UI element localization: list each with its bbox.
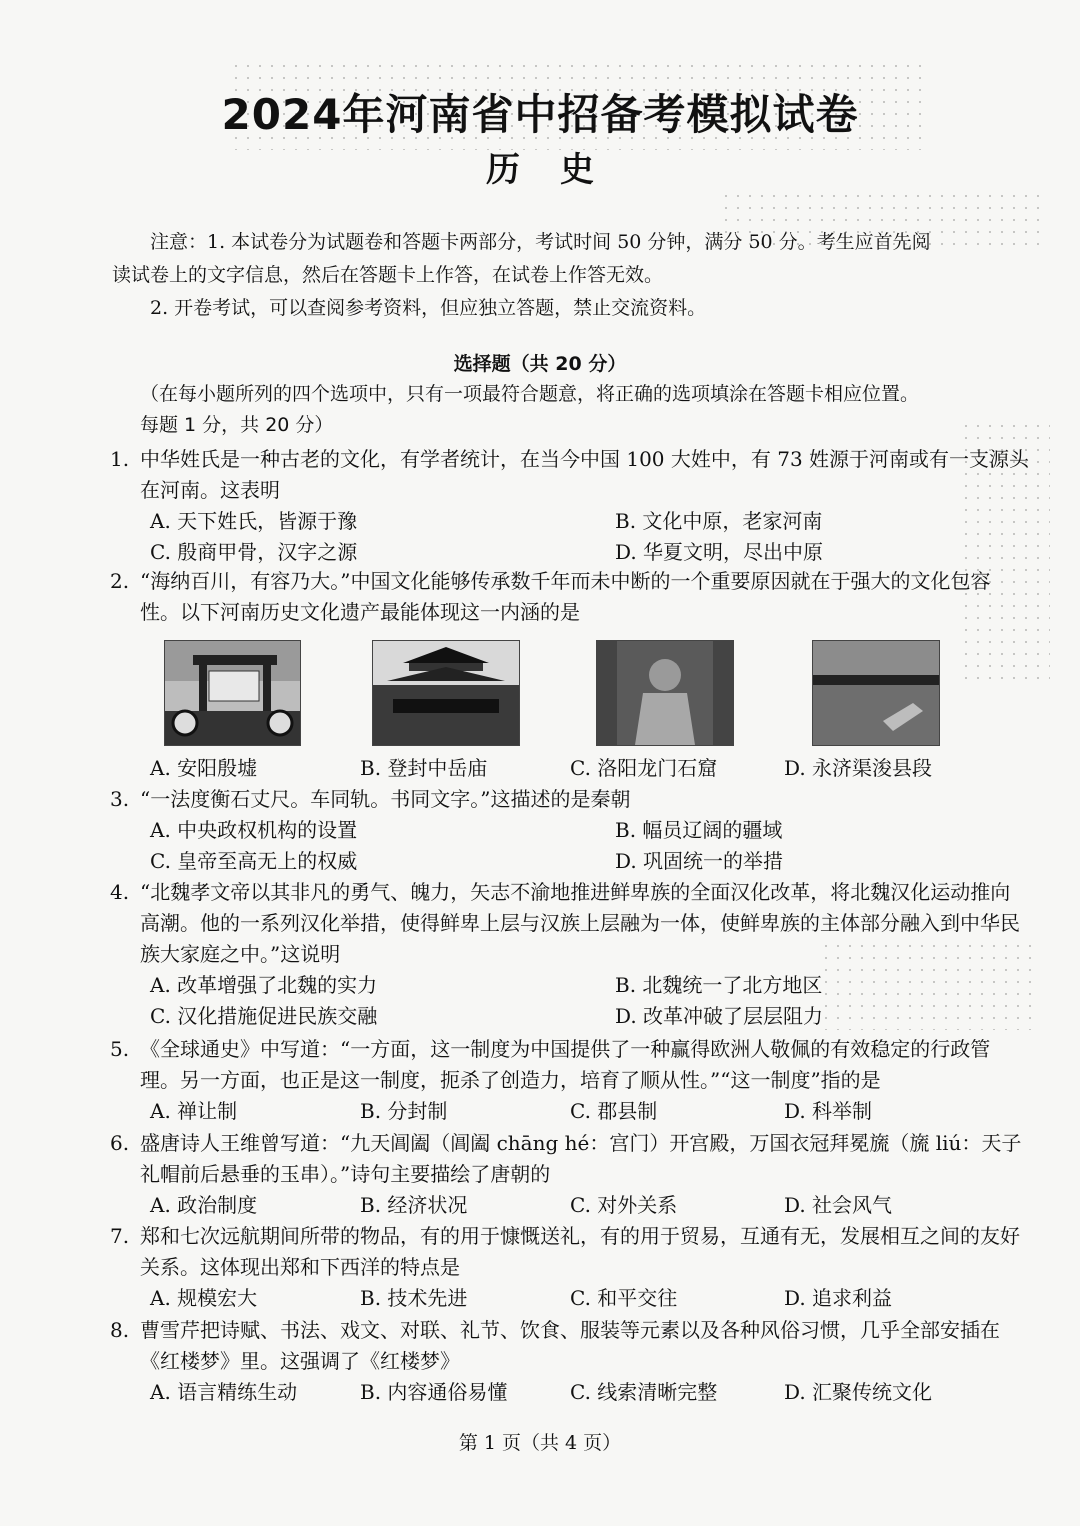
option-b: B. 分封制 <box>360 1099 448 1123</box>
option-a: A. 中央政权机构的设置 <box>150 818 358 842</box>
exam-title: 2024年河南省中招备考模拟试卷 <box>221 90 859 139</box>
option-c: C. 和平交往 <box>570 1286 678 1310</box>
option-b: B. 技术先进 <box>360 1286 468 1310</box>
question-number: 4. <box>110 880 130 904</box>
options <box>110 506 1030 568</box>
question-6 <box>110 1128 1030 1221</box>
option-b: B. 登封中岳庙 <box>360 756 488 780</box>
stem-text: “北魏孝文帝以其非凡的勇气、魄力，矢志不渝地推进鲜卑族的全面汉化改革，将北魏汉化运动推向高潮。他的一系列汉化举措，使得鲜卑上层与汉族上层融为一体，使鲜卑族的主体部分融入到中华民族大家庭之中。”这说明 <box>140 880 1020 966</box>
question-number: 1. <box>110 447 130 471</box>
option-c: C. 郡县制 <box>570 1099 658 1123</box>
question-2-images <box>0 640 1080 750</box>
stem-text: 盛唐诗人王维曾写道：“九天阊阖（阊阖 chāng hé：宫门）开宫殿，万国衣冠拜冕旒（旒 liú：天子礼帽前后悬垂的玉串）。”诗句主要描绘了唐朝的 <box>140 1131 1022 1186</box>
option-c: C. 皇帝至高无上的权威 <box>150 849 358 873</box>
question-stem <box>110 784 1030 815</box>
question-4 <box>110 877 1030 1032</box>
image-anyang-yinxu <box>164 640 301 746</box>
option-d: D. 改革冲破了层层阻力 <box>615 1004 824 1028</box>
instruction-line: （在每小题所列的四个选项中，只有一项最符合题意，将正确的选项填涂在答题卡相应位置。 <box>140 383 920 405</box>
options <box>110 1096 1030 1127</box>
option-c: C. 对外关系 <box>570 1193 678 1217</box>
option-c: C. 汉化措施促进民族交融 <box>150 1004 378 1028</box>
question-1 <box>110 444 1030 568</box>
question-stem <box>110 566 1030 628</box>
notice-line: 读试卷上的文字信息，然后在答题卡上作答，在试卷上作答无效。 <box>112 264 664 286</box>
option-a: A. 安阳殷墟 <box>150 756 258 780</box>
option-a: A. 语言精练生动 <box>150 1380 298 1404</box>
option-a: A. 禅让制 <box>150 1099 238 1123</box>
option-d: D. 追求利益 <box>784 1286 893 1310</box>
stem-text: “海纳百川，有容乃大。”中国文化能够传承数千年而未中断的一个重要原因就在于强大的文化包容性。以下河南历史文化遗产最能体现这一内涵的是 <box>140 569 991 624</box>
question-stem <box>110 444 1030 506</box>
section-title: 选择题（共 20 分） <box>453 353 627 375</box>
question-2 <box>110 566 1030 628</box>
option-a: A. 规模宏大 <box>150 1286 258 1310</box>
question-3 <box>110 784 1030 877</box>
options <box>110 1190 1030 1221</box>
options <box>110 1377 1030 1408</box>
question-stem <box>110 1128 1030 1190</box>
option-d: D. 社会风气 <box>784 1193 893 1217</box>
options <box>110 970 1030 1032</box>
question-stem <box>110 877 1030 970</box>
options <box>110 815 1030 877</box>
option-c: C. 殷商甲骨，汉字之源 <box>150 540 358 564</box>
page-number: 第 1 页（共 4 页） <box>458 1432 622 1454</box>
question-2-options <box>110 753 1030 784</box>
section-instructions <box>140 379 1020 441</box>
subject-title: 历史 <box>486 150 634 190</box>
options <box>110 1283 1030 1314</box>
question-5 <box>110 1034 1030 1127</box>
stem-text: “一法度衡石丈尺。车同轨。书同文字。”这描述的是秦朝 <box>140 787 631 811</box>
option-b: B. 北魏统一了北方地区 <box>615 973 823 997</box>
question-number: 5. <box>110 1037 130 1061</box>
option-b: B. 幅员辽阔的疆域 <box>615 818 783 842</box>
option-b: B. 文化中原，老家河南 <box>615 509 823 533</box>
option-d: D. 科举制 <box>784 1099 873 1123</box>
notice-line: 注意：1. 本试卷分为试题卷和答题卡两部分，考试时间 50 分钟，满分 50 分。考生应首先阅 <box>150 231 931 253</box>
question-number: 3. <box>110 787 130 811</box>
option-c: C. 洛阳龙门石窟 <box>570 756 718 780</box>
instruction-line: 每题 1 分，共 20 分） <box>140 414 334 436</box>
question-number: 2. <box>110 569 130 593</box>
option-b: B. 经济状况 <box>360 1193 468 1217</box>
option-a: A. 改革增强了北魏的实力 <box>150 973 378 997</box>
option-d: D. 汇聚传统文化 <box>784 1380 933 1404</box>
stem-text: 曹雪芹把诗赋、书法、戏文、对联、礼节、饮食、服装等元素以及各种风俗习惯，几乎全部安插在《红楼梦》里。这强调了《红楼梦》 <box>140 1318 1000 1373</box>
notice-line: 2. 开卷考试，可以查阅参考资料，但应独立答题，禁止交流资料。 <box>150 297 707 319</box>
option-d: D. 华夏文明，尽出中原 <box>615 540 824 564</box>
image-longmen-grottoes <box>596 640 734 746</box>
option-d: D. 巩固统一的举措 <box>615 849 784 873</box>
stem-text: 中华姓氏是一种古老的文化，有学者统计，在当今中国 100 大姓中，有 73 姓源于河南或有一支源头在河南。这表明 <box>140 447 1030 502</box>
question-stem <box>110 1315 1030 1377</box>
stem-text: 郑和七次远航期间所带的物品，有的用于慷慨送礼，有的用于贸易，互通有无，发展相互之间的友好关系。这体现出郑和下西洋的特点是 <box>140 1224 1020 1279</box>
option-c: C. 线索清晰完整 <box>570 1380 718 1404</box>
options <box>110 753 1030 784</box>
question-number: 8. <box>110 1318 130 1342</box>
question-number: 7. <box>110 1224 130 1248</box>
image-yongji-canal <box>812 640 940 746</box>
question-7 <box>110 1221 1030 1314</box>
image-zhongyue-temple <box>372 640 520 746</box>
question-number: 6. <box>110 1131 130 1155</box>
option-a: A. 天下姓氏，皆源于豫 <box>150 509 358 533</box>
question-stem <box>110 1034 1030 1096</box>
stem-text: 《全球通史》中写道：“一方面，这一制度为中国提供了一种赢得欧洲人敬佩的有效稳定的行政管理。另一方面，也正是这一制度，扼杀了创造力，培育了顺从性。”“这一制度”指的是 <box>140 1037 991 1092</box>
option-a: A. 政治制度 <box>150 1193 258 1217</box>
option-d: D. 永济渠浚县段 <box>784 756 933 780</box>
question-stem <box>110 1221 1030 1283</box>
question-8 <box>110 1315 1030 1408</box>
option-b: B. 内容通俗易懂 <box>360 1380 508 1404</box>
notice-block <box>112 226 1012 325</box>
